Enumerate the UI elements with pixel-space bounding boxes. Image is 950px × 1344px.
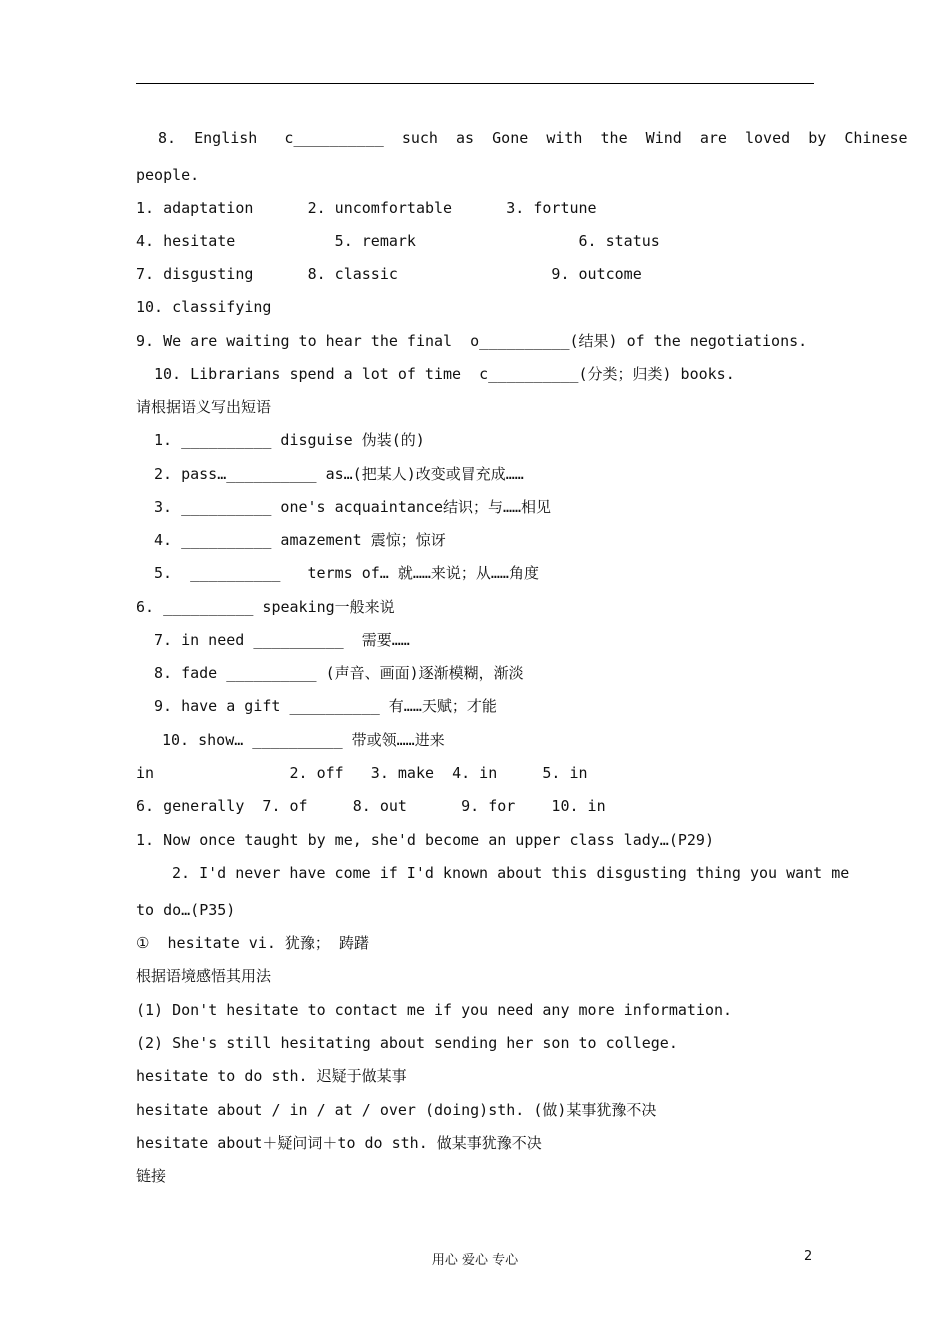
answer-row-2: 4. hesitate 5. remark 6. status: [136, 232, 660, 250]
phrase-7: 7. in need __________ 需要……: [154, 631, 410, 649]
answer-row-3: 7. disgusting 8. classic 9. outcome: [136, 265, 642, 283]
usage-heading: 根据语境感悟其用法: [136, 967, 272, 985]
answer-row-1: 1. adaptation 2. uncomfortable 3. fortune: [136, 199, 597, 217]
page-number: 2: [804, 1249, 813, 1264]
key-sentence-1: 1. Now once taught by me, she'd become an upper class lady…(P29): [136, 831, 714, 849]
phrase-5: 5. __________ terms of… 就……来说；从……角度: [154, 564, 539, 582]
usage-3: hesitate about＋疑问词＋to do sth. 做某事犹豫不决: [136, 1134, 542, 1152]
header-rule: [136, 83, 814, 84]
key-sentence-2-line2: to do…(P35): [136, 901, 236, 919]
phrase-answers-row-1: in 2. off 3. make 4. in 5. in: [136, 764, 588, 782]
phrase-8: 8. fade __________ (声音、画面)逐渐模糊，渐淡: [154, 664, 524, 682]
usage-1: hesitate to do sth. 迟疑于做某事: [136, 1067, 407, 1085]
vocab-entry-hesitate: ① hesitate vi. 犹豫； 踌躇: [136, 934, 369, 952]
usage-2: hesitate about / in / at / over (doing)sth. (做)某事犹豫不决: [136, 1101, 657, 1119]
section-heading-phrases: 请根据语义写出短语: [136, 398, 272, 416]
example-2: (2) She's still hesitating about sending her son to college.: [136, 1034, 678, 1052]
phrase-answers-row-2: 6. generally 7. of 8. out 9. for 10. in: [136, 797, 606, 815]
link-heading: 链接: [136, 1167, 167, 1185]
phrase-4: 4. __________ amazement 震惊；惊讶: [154, 531, 446, 549]
sentence-9: 9. We are waiting to hear the final o__________(结果) of the negotiations.: [136, 332, 808, 350]
phrase-9: 9. have a gift __________ 有……天赋；才能: [154, 697, 497, 715]
phrase-3: 3. __________ one's acquaintance结识；与……相见: [154, 498, 552, 516]
sentence-10: 10. Librarians spend a lot of time c__________(分类；归类) books.: [154, 365, 735, 383]
sentence-8-line2: people.: [136, 166, 200, 184]
phrase-2: 2. pass…__________ as…(把某人)改变或冒充成……: [154, 465, 524, 483]
phrase-6: 6. __________ speaking一般来说: [136, 598, 395, 616]
example-1: (1) Don't hesitate to contact me if you need any more information.: [136, 1001, 733, 1019]
phrase-1: 1. __________ disguise 伪装(的): [154, 431, 425, 449]
key-sentence-2-line1: 2. I'd never have come if I'd known about this disgusting thing you want me: [172, 864, 850, 882]
answer-row-4: 10. classifying: [136, 298, 272, 316]
phrase-10: 10. show… __________ 带或领……进来: [162, 731, 445, 749]
footer-motto: 用心 爱心 专心: [431, 1253, 519, 1268]
sentence-8-line1: 8. English c__________ such as Gone with the Wind are loved by Chinese: [158, 129, 908, 147]
